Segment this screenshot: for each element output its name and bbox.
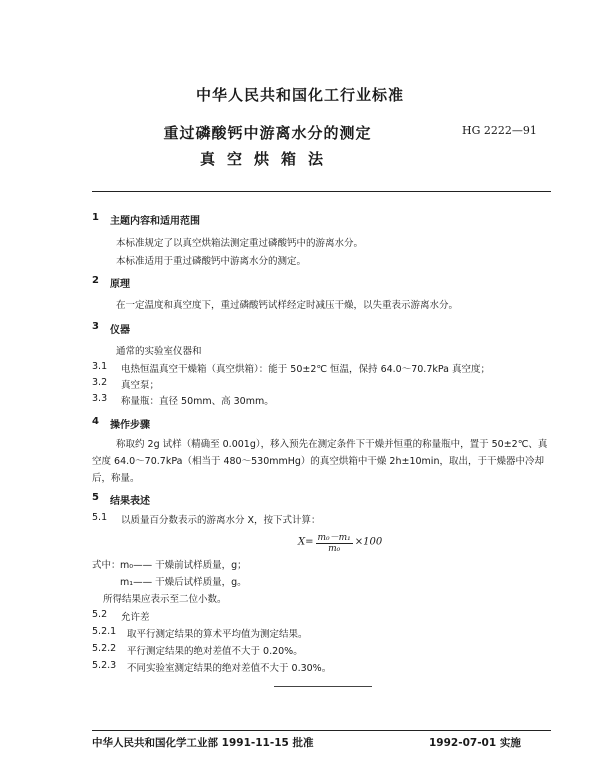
item-3-2-number: 3.2	[92, 377, 108, 388]
item-5-2-2-number: 5.2.2	[92, 643, 117, 654]
approval-info: 中华人民共和国化学工业部 1991-11-15 批准	[92, 737, 314, 749]
section-5-title: 结果表述	[110, 496, 150, 507]
standard-code: HG 2222—91	[462, 124, 537, 137]
formula-fraction	[316, 530, 353, 554]
formula-rhs: ×100	[354, 536, 383, 548]
item-5-2-text: 允许差	[121, 612, 150, 623]
section-1-paragraph-2: 本标准适用于重过磷酸钙中游离水分的测定。	[116, 256, 307, 267]
item-3-3-text: 称量瓶：直径 50mm、高 30mm。	[121, 396, 274, 407]
formula-denominator: m₀	[328, 544, 341, 554]
section-2-paragraph: 在一定温度和真空度下，重过磷酸钙试样经定时减压干燥，以失重表示游离水分。	[116, 300, 459, 311]
section-4-line-1: 称取约 2g 试样（精确至 0.001g），移入预先在测定条件下干燥并恒重的称量瓶中，置于 50±2℃、真	[116, 439, 548, 450]
item-5-1-text: 以质量百分数表示的游离水分 X，按下式计算：	[121, 515, 321, 526]
item-3-1-number: 3.1	[92, 361, 108, 372]
item-5-2-2-text: 平行测定结果的绝对差值不大于 0.20%。	[127, 646, 303, 657]
item-5-2-1-number: 5.2.1	[92, 626, 117, 637]
item-5-2-1-text: 取平行测定结果的算术平均值为测定结果。	[127, 629, 308, 640]
item-3-2-text: 真空泵；	[121, 380, 160, 391]
section-1-title: 主题内容和适用范围	[110, 216, 200, 227]
formula-where-m1: m₁—— 干燥后试样质量，g。	[120, 577, 247, 588]
item-3-3-number: 3.3	[92, 393, 108, 404]
item-5-2-3-number: 5.2.3	[92, 660, 117, 671]
item-5-2-number: 5.2	[92, 609, 108, 620]
document-title: 重过磷酸钙中游离水分的测定	[163, 124, 372, 142]
section-4-number: 4	[92, 416, 99, 427]
section-3-intro: 通常的实验室仪器和	[116, 346, 202, 357]
result-precision-note: 所得结果应表示至二位小数。	[103, 594, 227, 605]
section-2-number: 2	[92, 275, 99, 286]
standard-organization-heading: 中华人民共和国化工行业标准	[195, 86, 404, 104]
item-5-2-3-text: 不同实验室测定结果的绝对差值不大于 0.30%。	[127, 663, 332, 674]
section-4-line-2: 空度 64.0～70.7kPa（相当于 480～530mmHg）的真空烘箱中干燥 2h±10min，取出，于干燥器中冷却	[92, 456, 544, 467]
moisture-formula	[298, 530, 382, 554]
section-5-number: 5	[92, 492, 99, 503]
header-divider	[92, 191, 551, 192]
section-3-number: 3	[92, 321, 99, 332]
formula-where-label: 式中：	[92, 560, 121, 571]
section-1-paragraph-1: 本标准规定了以真空烘箱法测定重过磷酸钙中的游离水分。	[116, 238, 364, 249]
footer-divider	[92, 730, 551, 731]
formula-numerator: m₀－m₁	[316, 530, 353, 544]
item-5-1-number: 5.1	[92, 512, 108, 523]
section-2-title: 原理	[110, 279, 130, 290]
item-3-1-text: 电热恒温真空干燥箱（真空烘箱）：能于 50±2℃ 恒温，保持 64.0～70.7kPa 真空度；	[121, 364, 491, 375]
document-subtitle: 真空烘箱法	[199, 150, 335, 168]
formula-where-m0: m₀—— 干燥前试样质量，g；	[120, 560, 247, 571]
end-of-text-rule	[274, 686, 372, 687]
section-1-number: 1	[92, 212, 99, 223]
implementation-date: 1992-07-01 实施	[429, 737, 521, 749]
formula-lhs: X=	[298, 536, 314, 548]
section-3-title: 仪器	[110, 325, 130, 336]
section-4-title: 操作步骤	[110, 420, 150, 431]
section-4-line-3: 后，称量。	[92, 473, 140, 484]
